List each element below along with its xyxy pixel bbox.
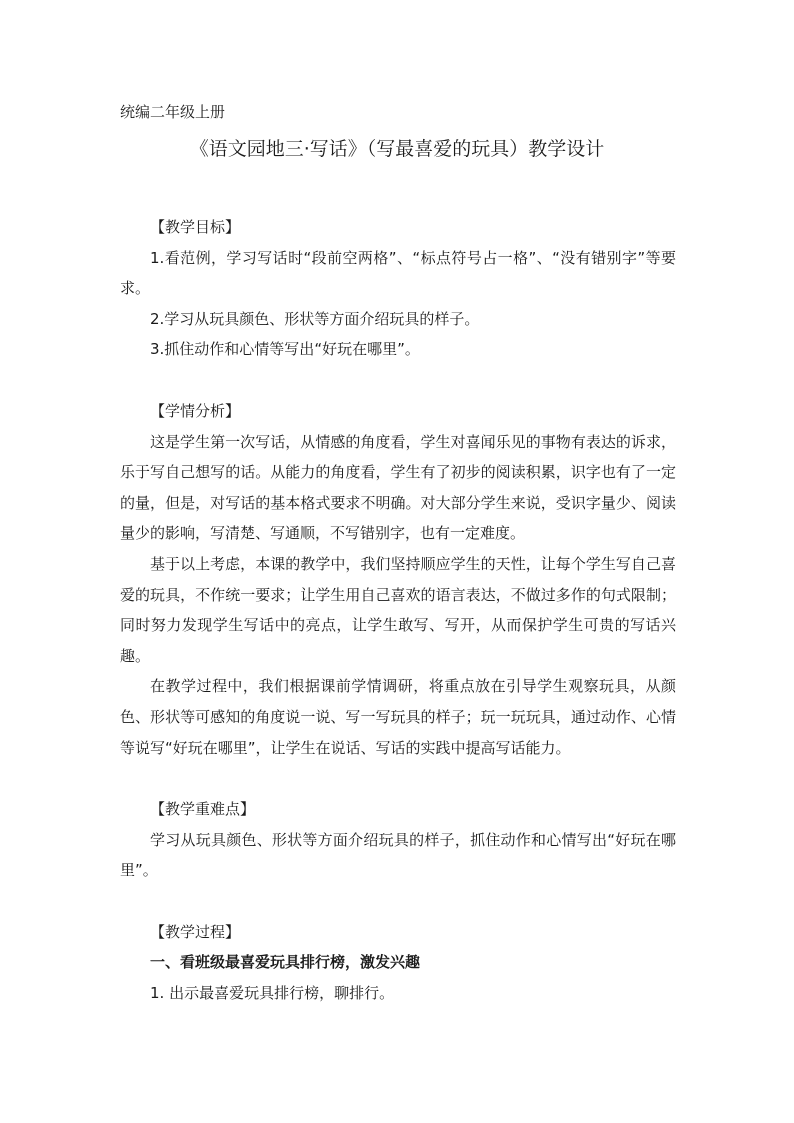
document-body bbox=[120, 212, 676, 1009]
section-gap bbox=[120, 763, 676, 794]
objective-item-1: 1.看范例，学习写话时“段前空两格”、“标点符号占一格”、“没有错别字”等要求。 bbox=[120, 248, 676, 298]
key-points-text: 学习从玩具颜色、形状等方面介绍玩具的样子，抓住动作和心情写出“好玩在哪里”。 bbox=[120, 830, 676, 880]
analysis-paragraph-3: 在教学过程中，我们根据课前学情调研，将重点放在引导学生观察玩具，从颜色、形状等可感知的角度说一说、写一写玩具的样子；玩一玩玩具，通过动作、心情等说写“好玩在哪里”，让学生在说话、写话的实践中提高写话能力。 bbox=[120, 677, 676, 757]
section-gap bbox=[120, 365, 676, 396]
process-section-1-title: 一、看班级最喜爱玩具排行榜，激发兴趣 bbox=[150, 953, 421, 972]
objective-item-2: 2.学习从玩具颜色、形状等方面介绍玩具的样子。 bbox=[150, 309, 480, 328]
analysis-paragraph-1: 这是学生第一次写话，从情感的角度看，学生对喜闻乐见的事物有表达的诉求，乐于写自己想写的话。从能力的角度看，学生有了初步的阅读积累，识字也有了一定的量，但是，对写话的基本格式要求不明确。对大部分学生来说，受识字量少、阅读量少的影响，写清楚、写通顺，不写错别字，也有一定难度。 bbox=[120, 432, 676, 543]
process-heading: 【教学过程】 bbox=[150, 922, 241, 941]
section-gap bbox=[120, 886, 676, 917]
grade-label: 统编二年级上册 bbox=[120, 103, 226, 121]
process-step-1: 1. 出示最喜爱玩具排行榜，聊排行。 bbox=[150, 984, 395, 1003]
objectives-heading: 【教学目标】 bbox=[150, 218, 241, 236]
document-title: 《语文园地三·写话》（写最喜爱的玩具）教学设计 bbox=[189, 138, 605, 160]
analysis-heading: 【学情分析】 bbox=[150, 401, 241, 420]
objective-item-3: 3.抓住动作和心情等写出“好玩在哪里”。 bbox=[150, 340, 420, 359]
key-points-heading: 【教学重难点】 bbox=[150, 800, 256, 819]
analysis-paragraph-2: 基于以上考虑，本课的教学中，我们坚持顺应学生的天性，让每个学生写自己喜爱的玩具，不作统一要求；让学生用自己喜欢的语言表达，不做过多作的句式限制；同时努力发现学生写话中的亮点，让学生敢写、写开，从而保护学生可贵的写话兴趣。 bbox=[120, 554, 676, 665]
